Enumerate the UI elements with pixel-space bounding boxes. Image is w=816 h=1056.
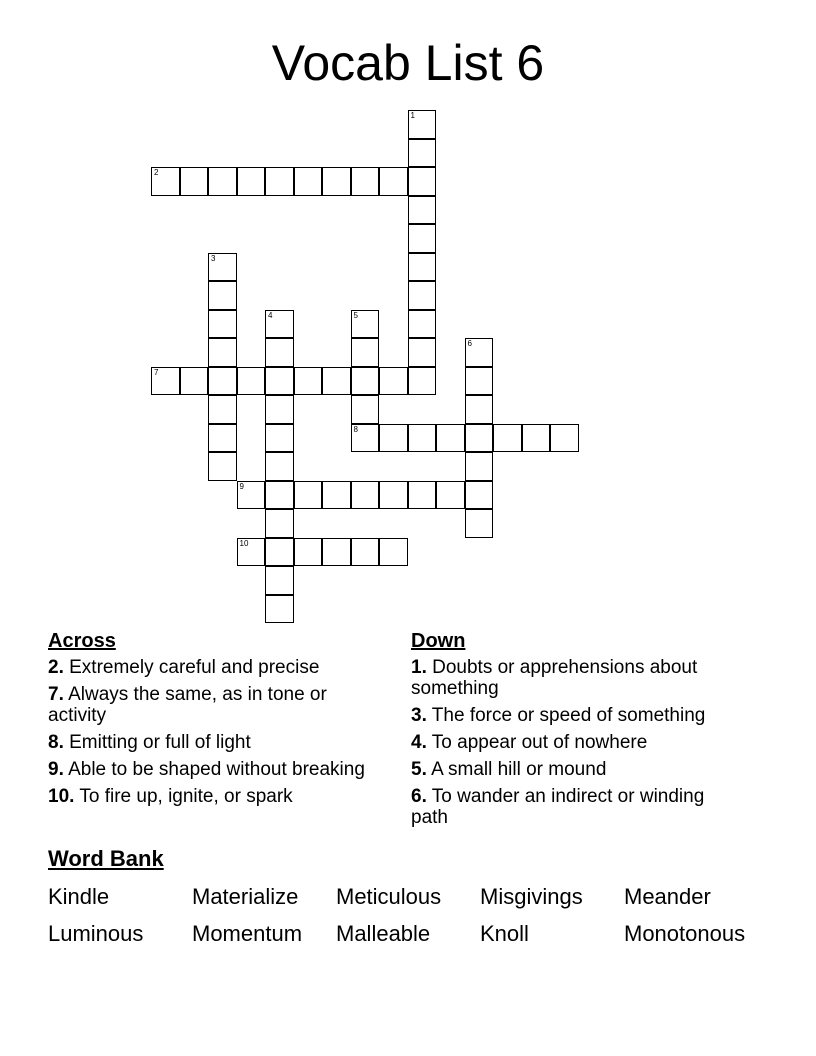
down-clue	[411, 705, 741, 726]
clue-number: 7	[154, 367, 159, 377]
clue-number: 8.	[48, 732, 64, 753]
word-bank-item: Meticulous	[336, 884, 442, 909]
grid-cell[interactable]	[379, 424, 408, 453]
grid-cell[interactable]	[465, 424, 494, 453]
grid-cell[interactable]	[465, 452, 494, 481]
grid-cell[interactable]	[322, 167, 351, 196]
grid-cell[interactable]	[208, 338, 237, 367]
clue-number: 8	[353, 424, 358, 434]
grid-cell[interactable]	[408, 281, 437, 310]
grid-cell[interactable]	[180, 167, 209, 196]
grid-cell[interactable]	[322, 481, 351, 510]
grid-cell[interactable]	[408, 338, 437, 367]
grid-cell[interactable]	[408, 110, 437, 139]
grid-cell[interactable]	[237, 538, 266, 567]
grid-cell[interactable]	[265, 566, 294, 595]
word-bank-item: Knoll	[480, 921, 529, 946]
grid-cell[interactable]	[208, 281, 237, 310]
grid-cell[interactable]	[351, 338, 380, 367]
grid-cell[interactable]	[408, 139, 437, 168]
grid-cell[interactable]	[265, 167, 294, 196]
grid-cell[interactable]	[351, 395, 380, 424]
grid-cell[interactable]	[493, 424, 522, 453]
grid-cell[interactable]	[151, 167, 180, 196]
grid-cell[interactable]	[408, 224, 437, 253]
grid-cell[interactable]	[351, 481, 380, 510]
word-bank-item: Monotonous	[624, 921, 746, 946]
page-title: Vocab List 6	[271, 35, 545, 91]
grid-cell[interactable]	[322, 538, 351, 567]
grid-cell[interactable]	[436, 424, 465, 453]
clue-number: 7.	[48, 684, 64, 705]
grid-cell[interactable]	[408, 167, 437, 196]
clue-number: 1	[410, 111, 415, 120]
grid-cell[interactable]	[351, 538, 380, 567]
word-bank-item: Malleable	[336, 921, 431, 946]
clue-number: 3.	[411, 705, 427, 726]
across-clue	[48, 684, 378, 726]
word-bank-item: Meander	[624, 884, 711, 909]
grid-cell[interactable]	[436, 481, 465, 510]
grid-cell[interactable]	[294, 367, 323, 396]
grid-cell[interactable]	[265, 367, 294, 396]
down-clue	[411, 657, 741, 699]
grid-cell[interactable]	[237, 167, 266, 196]
grid-cell[interactable]	[237, 481, 266, 510]
word-bank-heading: Word Bank	[48, 846, 164, 871]
grid-cell[interactable]	[379, 538, 408, 567]
grid-cell[interactable]	[465, 509, 494, 538]
word-bank-item: Misgivings	[480, 884, 583, 909]
grid-cell[interactable]	[237, 367, 266, 396]
grid-cell[interactable]	[408, 367, 437, 396]
grid-cell[interactable]	[208, 424, 237, 453]
clue-number: 2.	[48, 657, 64, 678]
clue-text: To wander an indirect or winding path	[411, 786, 705, 828]
clue-text: Extremely careful and precise	[63, 657, 320, 678]
grid-cell[interactable]	[208, 367, 237, 396]
grid-cell[interactable]	[408, 196, 437, 225]
grid-cell[interactable]	[465, 367, 494, 396]
clue-number: 4	[268, 310, 273, 320]
down-clue	[411, 732, 741, 753]
across-clue	[48, 759, 378, 780]
grid-cell[interactable]	[408, 481, 437, 510]
clue-number: 5.	[411, 759, 427, 780]
clue-number: 10	[239, 538, 249, 548]
down-clue	[411, 786, 741, 828]
clue-number: 3	[211, 253, 216, 263]
clue-text: Always the same, as in tone or activity	[48, 684, 327, 726]
grid-cell[interactable]	[294, 167, 323, 196]
grid-cell[interactable]	[265, 452, 294, 481]
grid-cell[interactable]	[294, 481, 323, 510]
clue-number: 1.	[411, 657, 427, 678]
grid-cell[interactable]	[294, 538, 323, 567]
clue-text: Emitting or full of light	[63, 732, 251, 753]
grid-cell[interactable]	[208, 167, 237, 196]
across-clue	[48, 786, 378, 807]
grid-cell[interactable]	[351, 367, 380, 396]
clue-text: To fire up, ignite, or spark	[74, 786, 293, 807]
down-clue	[411, 759, 741, 780]
clue-number: 2	[154, 168, 159, 177]
grid-cell[interactable]	[265, 338, 294, 367]
across-clue	[48, 657, 378, 678]
grid-cell[interactable]	[180, 367, 209, 396]
grid-cell[interactable]	[351, 310, 380, 339]
grid-cell[interactable]	[265, 481, 294, 510]
clue-number: 5	[353, 310, 358, 320]
grid-cell[interactable]	[465, 481, 494, 510]
grid-cell[interactable]	[322, 367, 351, 396]
grid-cell[interactable]	[208, 253, 237, 282]
clue-number: 6	[467, 339, 472, 348]
clue-text: A small hill or mound	[426, 759, 607, 780]
clue-text: To appear out of nowhere	[426, 732, 648, 753]
grid-cell[interactable]	[408, 253, 437, 282]
word-bank-item: Kindle	[48, 884, 110, 909]
grid-cell[interactable]	[550, 424, 579, 453]
grid-cell[interactable]	[379, 167, 408, 196]
grid-cell[interactable]	[379, 367, 408, 396]
clue-number: 10.	[48, 786, 75, 807]
down-heading: Down	[411, 630, 466, 652]
grid-cell[interactable]	[408, 424, 437, 453]
grid-cell[interactable]	[465, 338, 494, 367]
grid-cell[interactable]	[265, 595, 294, 624]
grid-cell[interactable]	[208, 395, 237, 424]
word-bank-item: Materialize	[192, 884, 299, 909]
grid-cell[interactable]	[265, 509, 294, 538]
grid-cell[interactable]	[151, 367, 180, 396]
grid-cell[interactable]	[408, 310, 437, 339]
clue-number: 9.	[48, 759, 64, 780]
grid-cell[interactable]	[265, 310, 294, 339]
grid-cell[interactable]	[522, 424, 551, 453]
word-bank-item: Luminous	[48, 921, 144, 946]
grid-cell[interactable]	[208, 310, 237, 339]
grid-cell[interactable]	[465, 395, 494, 424]
word-bank-item: Momentum	[192, 921, 303, 946]
clue-text: The force or speed of something	[426, 705, 706, 726]
clue-number: 9	[239, 481, 244, 491]
grid-cell[interactable]	[379, 481, 408, 510]
grid-cell[interactable]	[351, 167, 380, 196]
clue-text: Able to be shaped without breaking	[63, 759, 365, 780]
grid-cell[interactable]	[265, 395, 294, 424]
clue-number: 6.	[411, 786, 427, 807]
grid-cell[interactable]	[265, 538, 294, 567]
grid-cell[interactable]	[351, 424, 380, 453]
clue-number: 4.	[411, 732, 427, 753]
down-clues	[411, 657, 741, 834]
clue-text: Doubts or apprehensions about something	[411, 657, 698, 699]
grid-cell[interactable]	[208, 452, 237, 481]
grid-cell[interactable]	[265, 424, 294, 453]
across-clues	[48, 657, 378, 813]
across-clue	[48, 732, 378, 753]
across-heading: Across	[48, 630, 116, 652]
